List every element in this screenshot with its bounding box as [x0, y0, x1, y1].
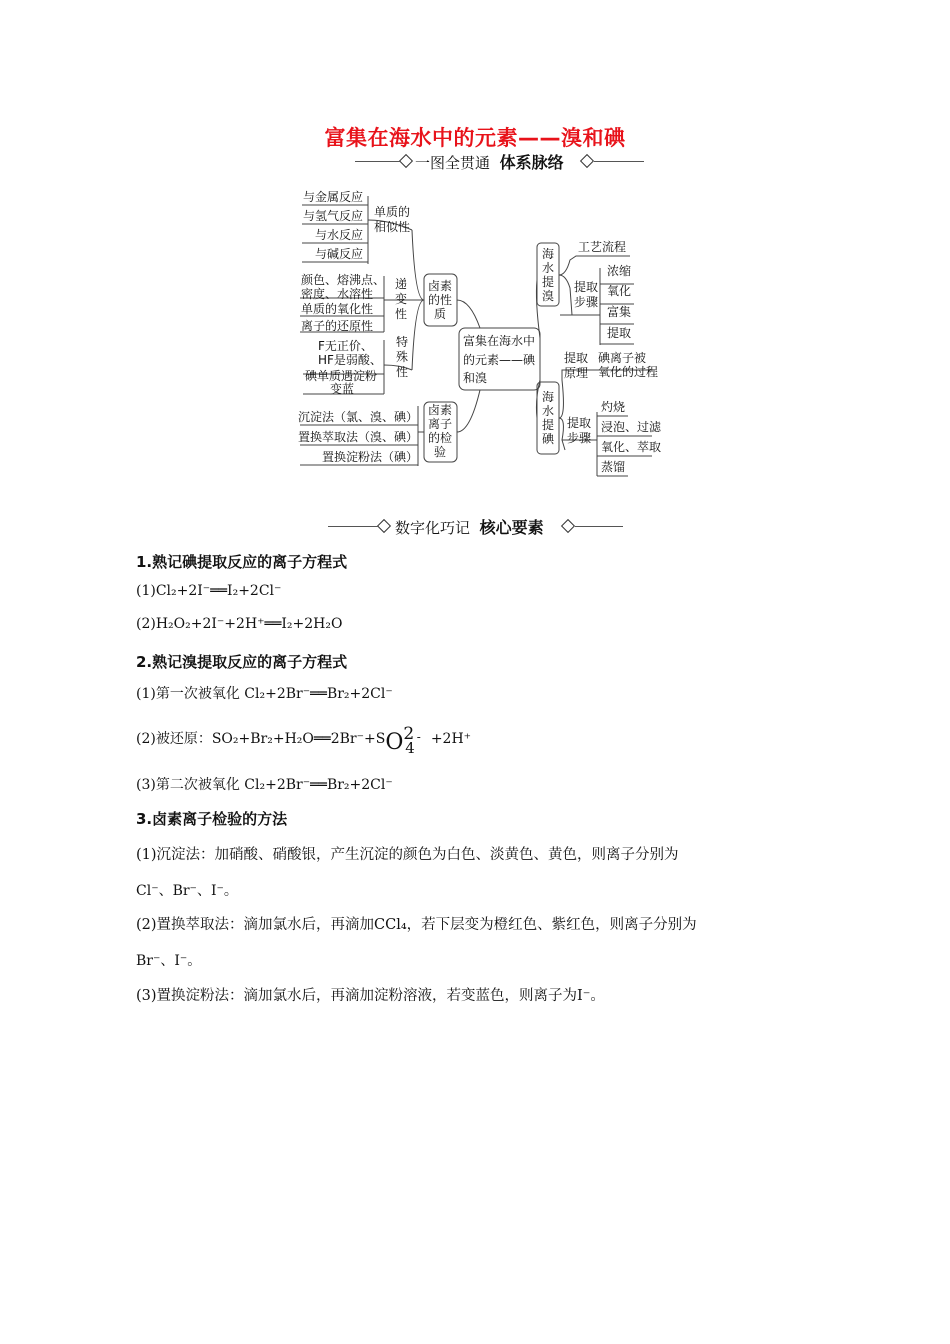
- grad-item-reduc: 离子的还原性: [301, 319, 374, 333]
- ip-line1: 提取: [564, 351, 589, 365]
- sb-c1: 海: [542, 247, 555, 261]
- banner-system: [0, 150, 950, 174]
- spec-item-starch: 碘单质遇淀粉: [305, 369, 378, 383]
- banner2-right-text: 核心要素: [479, 518, 544, 537]
- grad-item-oxid: 单质的氧化性: [301, 302, 374, 316]
- sim-item-water: 与水反应: [315, 228, 364, 242]
- similarity-line1: 单质的: [374, 205, 411, 219]
- br-step-extract: 提取: [607, 326, 632, 340]
- gradual-c1: 递: [395, 277, 408, 291]
- si-c2: 水: [542, 404, 555, 418]
- br-steps-label: [574, 279, 598, 309]
- section-heading-3: 3.卤素离子检验的方法: [136, 810, 288, 828]
- banner-right-text: 体系脉络: [499, 153, 564, 172]
- i-principle-2: 氧化的过程: [598, 365, 659, 379]
- sb-c2: 水: [542, 261, 555, 275]
- grad-item-density: 密度、水溶性: [301, 287, 374, 301]
- si-c3: 提: [542, 418, 555, 432]
- i-step-burn: 灼烧: [601, 400, 626, 414]
- center-line1: 富集在海水中: [463, 334, 536, 348]
- is-line1: 提取: [567, 416, 592, 430]
- section-heading-2: 2.熟记溴提取反应的离子方程式: [136, 653, 348, 671]
- similarity-line2: 相似性: [374, 220, 411, 234]
- br-step-concentrate: 浓缩: [607, 264, 632, 278]
- gradual-label: [395, 277, 407, 321]
- ip-line2: 原理: [564, 366, 589, 380]
- special-c3: 性: [396, 365, 409, 379]
- test-item-precip: 沉淀法（氯、溴、碘）: [298, 410, 419, 424]
- center-line2: 的元素——碘: [463, 353, 536, 367]
- equation-2: (2)H₂O₂+2I⁻+2H⁺══I₂+2H₂O: [136, 616, 343, 632]
- it-line2: 离子: [428, 417, 453, 431]
- ion-test-label: [428, 402, 452, 459]
- special-c1: 特: [396, 335, 409, 349]
- center-line3: 和溴: [463, 371, 488, 385]
- spec-item-f: F无正价、: [318, 339, 373, 353]
- eq4-2: 2: [403, 724, 415, 744]
- br-process: 工艺流程: [578, 240, 627, 254]
- grad-item-color: 颜色、熔沸点、: [301, 273, 386, 287]
- equation-4: [136, 724, 472, 757]
- equation-3: (1)第一次被氧化 Cl₂+2Br⁻══Br₂+2Cl⁻: [136, 686, 393, 702]
- hp-line2: 的性: [428, 293, 453, 307]
- spec-item-hf: HF是弱酸、: [318, 353, 382, 367]
- it-line3: 的检: [428, 431, 453, 445]
- sim-item-base: 与碱反应: [315, 247, 364, 261]
- sb-c3: 提: [542, 275, 555, 289]
- banner-core: [0, 515, 950, 539]
- equation-5: (3)第二次被氧化 Cl₂+2Br⁻══Br₂+2Cl⁻: [136, 777, 393, 793]
- bs-line2: 步骤: [574, 295, 599, 309]
- sb-c4: 溴: [542, 289, 555, 303]
- br-step-oxidize: 氧化: [607, 284, 632, 298]
- halogen-props-label: [428, 278, 452, 321]
- concept-map: [0, 180, 950, 490]
- gradual-c2: 变: [395, 292, 408, 306]
- gradual-c3: 性: [395, 307, 408, 321]
- method-1b: Cl⁻、Br⁻、I⁻。: [136, 883, 238, 899]
- eq4-minus: -: [416, 730, 421, 744]
- method-3: (3)置换淀粉法：滴加氯水后，再滴加淀粉溶液，若变蓝色，则离子为I⁻。: [136, 988, 605, 1004]
- si-c1: 海: [542, 390, 555, 404]
- hp-line1: 卤素: [428, 279, 453, 293]
- it-line1: 卤素: [428, 403, 453, 417]
- bs-line1: 提取: [574, 280, 599, 294]
- i-principle-label: [564, 350, 588, 380]
- i-step-soak: 浸泡、过滤: [601, 420, 662, 434]
- equation-1: (1)Cl₂+2I⁻══I₂+2Cl⁻: [136, 583, 282, 599]
- spec-item-blue: 变蓝: [330, 382, 355, 396]
- eq4-o: O: [385, 730, 404, 755]
- br-step-enrich: 富集: [607, 305, 632, 319]
- i-step-distill: 蒸馏: [601, 460, 626, 474]
- method-2a: (2)置换萃取法：滴加氯水后，再滴加CCl₄，若下层变为橙红色、紫红色，则离子分别为: [136, 917, 697, 933]
- eq4-main: (2)被还原：SO₂+Br₂+H₂O══2Br⁻+S: [136, 731, 386, 747]
- i-step-oxidize: 氧化、萃取: [601, 440, 662, 454]
- special-label: [396, 334, 408, 379]
- si-c4: 碘: [542, 432, 555, 446]
- test-item-starch: 置换淀粉法（碘）: [322, 450, 419, 464]
- sea-i-label: [542, 390, 555, 446]
- method-1a: (1)沉淀法：加硝酸、硝酸银，产生沉淀的颜色为白色、淡黄色、黄色，则离子分别为: [136, 847, 679, 863]
- hp-line3: 质: [434, 307, 447, 321]
- i-steps-label: [567, 415, 591, 445]
- banner-left-text: 一图全贯通: [415, 154, 491, 172]
- it-line4: 验: [434, 445, 447, 459]
- is-line2: 步骤: [567, 431, 592, 445]
- eq4-4: 4: [405, 739, 415, 757]
- i-principle-1: 碘离子被: [598, 351, 647, 365]
- sea-br-label: [542, 247, 554, 303]
- sim-item-hydrogen: 与氢气反应: [303, 209, 364, 223]
- section-heading-1: 1.熟记碘提取反应的离子方程式: [136, 553, 348, 571]
- similarity-label: [374, 204, 410, 234]
- eq4-h: +2H⁺: [430, 731, 472, 747]
- test-item-extract: 置换萃取法（溴、碘）: [298, 430, 419, 444]
- page-title: 富集在海水中的元素——溴和碘: [324, 126, 626, 150]
- special-c2: 殊: [396, 350, 409, 364]
- sim-item-metal: 与金属反应: [303, 190, 364, 204]
- banner2-left-text: 数字化巧记: [395, 519, 471, 537]
- method-2b: Br⁻、I⁻。: [136, 953, 202, 969]
